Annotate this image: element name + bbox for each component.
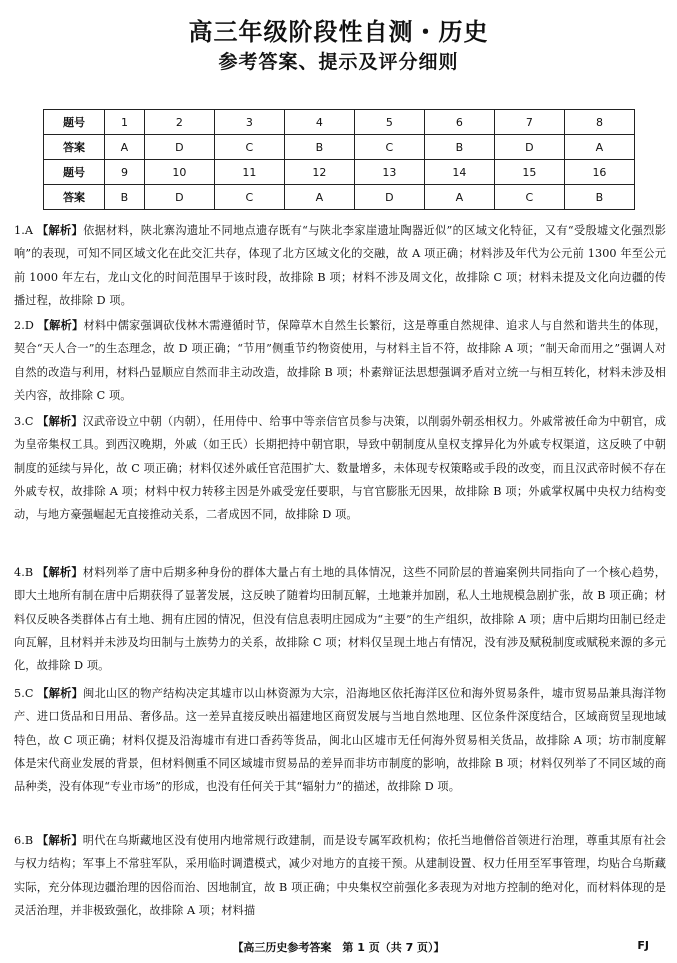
page-footer: 【高三历史参考答案 第 1 页（共 7 页）】 xyxy=(232,941,445,954)
table-cell: 12 xyxy=(284,160,354,185)
row-label-answer: 答案 xyxy=(44,135,105,160)
table-row-numbers xyxy=(44,160,635,185)
question-number: 2.D xyxy=(14,319,34,332)
table-cell: 11 xyxy=(214,160,284,185)
page-subtitle: 参考答案、提示及评分细则 xyxy=(218,51,459,73)
explanation-text: 明代在乌斯藏地区没有使用内地常规行政建制，而是设专属军政机构；依托当地僧俗首领进行治理，尊重其原有社会与权力结构；军事上不常驻军队，采用临时调遣模式，减少对地方的直接干预。从建制设置、权力任用至军事管理，均贴合乌斯藏实际，充分体现边疆治理的因俗而治、因地制宜，故 B 项正确；中央集权空前强化多表现为对地方控制的绝对化，而材料体现的是灵活治理，并非极致强化，故排除 A 项；材料描 xyxy=(14,834,667,917)
table-cell: A xyxy=(424,185,494,210)
table-cell: 16 xyxy=(564,160,634,185)
question-number: 4.B xyxy=(14,566,34,579)
table-cell: 14 xyxy=(424,160,494,185)
table-row-numbers xyxy=(44,110,635,135)
analysis-tag: 【解析】 xyxy=(37,834,83,847)
table-cell: A xyxy=(564,135,634,160)
explanation-text: 材料中儒家强调砍伐林木需遵循时节，保障草木自然生长繁衍，这是尊重自然规律、追求人与自然和谐共生的体现，契合“天人合一”的生态理念，故 D 项正确；“节用”侧重节约物资使用，与材料主旨不符，故排除 A 项；“制天命而用之”强调人对自然的改造与利用，材料凸显顺应自然而非主动改造，故排除 B 项；朴素辩证法思想强调矛盾对立统一与相互转化，材料未涉及相关内容，故排除 C 项。 xyxy=(14,319,666,402)
question-explanation-1 xyxy=(14,219,666,312)
table-cell: B xyxy=(105,185,145,210)
table-cell: 4 xyxy=(284,110,354,135)
table-cell: 13 xyxy=(354,160,424,185)
table-cell: 7 xyxy=(494,110,564,135)
row-label-answer: 答案 xyxy=(44,185,105,210)
question-explanation-4 xyxy=(14,561,666,677)
table-cell: 2 xyxy=(144,110,214,135)
explanation-text: 材料列举了唐中后期多种身份的群体大量占有土地的具体情况，这些不同阶层的普遍案例共同指向了一个核心趋势，即大土地所有制在唐中后期获得了显著发展，这反映了随着均田制瓦解，土地兼并加剧，私人土地规模急剧扩张，故 B 项正确；材料仅反映各类群体占有土地、拥有庄园的情况，但没有信息表明庄园成为“主要”的生产组织，故排除 A 项；唐中后期均田制已经走向瓦解，且材料并未涉及均田制与土族势力的关系，故排除 C 项；材料仅呈现土地占有情况，没有涉及赋税制度或赋税来源的多元化，故排除 D 项。 xyxy=(14,566,667,673)
table-cell: 9 xyxy=(105,160,145,185)
table-cell: 5 xyxy=(354,110,424,135)
table-cell: C xyxy=(214,185,284,210)
analysis-tag: 【解析】 xyxy=(37,687,84,700)
table-cell: D xyxy=(494,135,564,160)
table-cell: 6 xyxy=(424,110,494,135)
table-cell: C xyxy=(494,185,564,210)
table-cell: 8 xyxy=(564,110,634,135)
table-cell: C xyxy=(214,135,284,160)
page-title: 高三年级阶段性自测・历史 xyxy=(188,18,489,46)
table-row-answers xyxy=(44,185,635,210)
question-number: 6.B xyxy=(14,834,34,847)
question-explanation-6 xyxy=(14,829,666,922)
question-number: 1.A xyxy=(14,224,34,237)
explanation-text: 依据材料，陕北寨沟遗址不同地点遗存既有“与陕北李家崖遗址陶器近似”的区域文化特征，又有“受殷墟文化强烈影响”的表现，可知不同区域文化在此交汇共存，体现了北方区域文化的交融，故 A 项正确；材料涉及年代为公元前 1300 年至公元前 1000 年左右，龙山文化的时间范围早于该时段，故排除 B 项；材料不涉及周文化，故排除 C 项；材料未提及文化向边疆的传播过程，故排除 D 项。 xyxy=(14,224,666,307)
analysis-tag: 【解析】 xyxy=(37,319,84,332)
question-number: 3.C xyxy=(14,415,34,428)
table-cell: D xyxy=(144,135,214,160)
answer-table xyxy=(43,109,635,210)
table-cell: D xyxy=(144,185,214,210)
table-cell: A xyxy=(284,185,354,210)
table-cell: 15 xyxy=(494,160,564,185)
row-label-number: 题号 xyxy=(44,110,105,135)
table-cell: 10 xyxy=(144,160,214,185)
table-cell: B xyxy=(424,135,494,160)
analysis-tag: 【解析】 xyxy=(36,224,84,237)
table-cell: B xyxy=(564,185,634,210)
question-number: 5.C xyxy=(14,687,34,700)
row-label-number: 题号 xyxy=(44,160,105,185)
table-cell: C xyxy=(354,135,424,160)
table-cell: 1 xyxy=(105,110,145,135)
table-cell: D xyxy=(354,185,424,210)
question-explanation-5 xyxy=(14,682,666,798)
footer-code: FJ xyxy=(637,939,649,952)
analysis-tag: 【解析】 xyxy=(37,566,83,579)
question-explanation-3 xyxy=(14,410,666,526)
analysis-tag: 【解析】 xyxy=(37,415,83,428)
table-row-answers xyxy=(44,135,635,160)
table-cell: 3 xyxy=(214,110,284,135)
explanation-text: 汉武帝设立中朝（内朝），任用侍中、给事中等亲信官员参与决策，以削弱外朝丞相权力。外戚常被任命为中朝官，成为皇帝集权工具。到西汉晚期，外戚（如王氏）长期把持中朝官职，导致中朝制度从皇权支撑异化为外戚专权渠道，这反映了中朝制度的延续与异化，故 C 项正确；材料仅述外戚任官范围扩大、数量增多，未体现专权策略或手段的改变，而且汉武帝时候不存在外戚专权，故排除 A 项；材料中权力转移主因是外戚受宠任要职，与官官膨胀无因果，故排除 B 项；外戚掌权属中央权力结构变动，与地方豪强崛起无直接推动关系，二者成因不同，故排除 D 项。 xyxy=(14,415,667,522)
question-explanation-2 xyxy=(14,314,666,407)
table-cell: A xyxy=(105,135,145,160)
explanation-text: 闽北山区的物产结构决定其墟市以山林资源为大宗，沿海地区依托海洋区位和海外贸易条件，墟市贸易品兼具海洋物产、进口货品和日用品、奢侈品。这一差异直接反映出福建地区商贸发展与当地自然地理、区位条件深度结合，区域商贸呈现地域特色，故 C 项正确；材料仅提及沿海墟市有进口香药等货品，闽北山区墟市无任何海外贸易相关货品，故排除 A 项；坊市制度解体是宋代商业发展的背景，但材料侧重不同区域墟市贸易品的差异而非坊市制度的影响，故排除 B 项；材料仅列举了不同区域的商品种类，没有体现“专业市场”的形成，也没有任何关于其“辐射力”的描述，故排除 D 项。 xyxy=(14,687,667,794)
table-cell: B xyxy=(284,135,354,160)
